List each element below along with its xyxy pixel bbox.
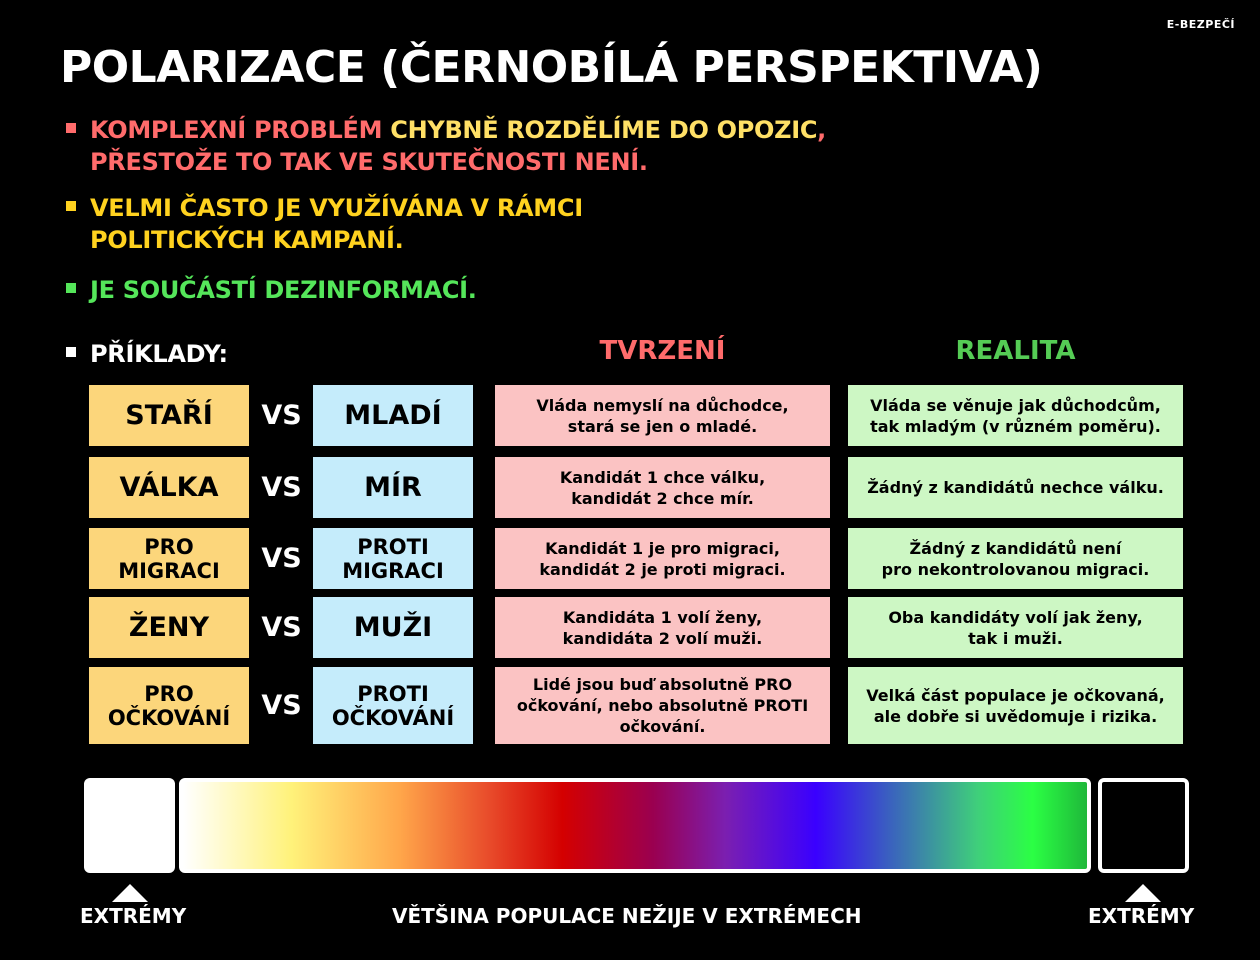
bullet-square-icon bbox=[66, 123, 76, 133]
extreme-white-box bbox=[84, 778, 175, 873]
vs-label: VS bbox=[261, 612, 302, 643]
left-option: ŽENY bbox=[89, 597, 249, 658]
bullet-line: PŘÍKLADY: bbox=[90, 340, 228, 368]
brand-label: E-BEZPEČÍ bbox=[1166, 18, 1235, 31]
triangle-up-icon bbox=[1125, 884, 1161, 902]
header-claim: TVRZENÍ bbox=[599, 336, 726, 366]
bullet-examples bbox=[90, 338, 228, 370]
example-row bbox=[0, 385, 1260, 446]
bullet-campaigns bbox=[90, 192, 583, 256]
majority-label: VĚTŠINA POPULACE NEŽIJE V EXTRÉMECH bbox=[392, 904, 862, 928]
claim-text: Kandidát 1 chce válku, kandidát 2 chce mír. bbox=[495, 457, 830, 518]
reality-text: Vláda se věnuje jak důchodcům, tak mladým (v různém poměru). bbox=[848, 385, 1183, 446]
vs-label: VS bbox=[261, 472, 302, 503]
right-option: MLADÍ bbox=[313, 385, 473, 446]
reality-text: Žádný z kandidátů nechce válku. bbox=[848, 457, 1183, 518]
claim-text: Vláda nemyslí na důchodce, stará se jen o mladé. bbox=[495, 385, 830, 446]
bullet-complex-problem bbox=[90, 114, 826, 178]
bullet-square-icon bbox=[66, 283, 76, 293]
left-option: STAŘÍ bbox=[89, 385, 249, 446]
bullet-disinformation bbox=[90, 274, 477, 306]
right-option: MÍR bbox=[313, 457, 473, 518]
vs-label: VS bbox=[261, 690, 302, 721]
right-option: PROTI MIGRACI bbox=[313, 528, 473, 589]
triangle-up-icon bbox=[112, 884, 148, 902]
vs-label: VS bbox=[261, 543, 302, 574]
left-option: PRO MIGRACI bbox=[89, 528, 249, 589]
bullet-line: JE SOUČÁSTÍ DEZINFORMACÍ. bbox=[90, 276, 477, 304]
extremes-label-right: EXTRÉMY bbox=[1088, 904, 1195, 928]
example-row bbox=[0, 597, 1260, 658]
bullet-line: VELMI ČASTO JE VYUŽÍVÁNA V RÁMCI bbox=[90, 194, 583, 222]
left-option: VÁLKA bbox=[89, 457, 249, 518]
bullet-line-2: POLITICKÝCH KAMPANÍ. bbox=[90, 226, 404, 254]
right-option: PROTI OČKOVÁNÍ bbox=[313, 667, 473, 744]
example-row bbox=[0, 528, 1260, 589]
bullet-square-icon bbox=[66, 347, 76, 357]
bullet-text-red: KOMPLEXNÍ PROBLÉM bbox=[90, 116, 383, 144]
spectrum-gradient bbox=[179, 778, 1091, 873]
bullet-text-yellow: CHYBNĚ ROZDĚLÍME DO OPOZIC bbox=[390, 116, 818, 144]
bullet-line bbox=[90, 114, 826, 146]
reality-text: Oba kandidáty volí jak ženy, tak i muži. bbox=[848, 597, 1183, 658]
example-row bbox=[0, 457, 1260, 518]
page-title: POLARIZACE (ČERNOBÍLÁ PERSPEKTIVA) bbox=[60, 42, 1043, 93]
example-row bbox=[0, 667, 1260, 744]
reality-text: Velká část populace je očkovaná, ale dobře si uvědomuje i rizika. bbox=[848, 667, 1183, 744]
right-option: MUŽI bbox=[313, 597, 473, 658]
bullet-comma: , bbox=[817, 116, 826, 144]
bullet-square-icon bbox=[66, 201, 76, 211]
header-reality: REALITA bbox=[955, 336, 1076, 366]
left-option: PRO OČKOVÁNÍ bbox=[89, 667, 249, 744]
vs-label: VS bbox=[261, 400, 302, 431]
bullet-line-2: PŘESTOŽE TO TAK VE SKUTEČNOSTI NENÍ. bbox=[90, 148, 648, 176]
claim-text: Kandidát 1 je pro migraci, kandidát 2 je proti migraci. bbox=[495, 528, 830, 589]
extreme-black-box bbox=[1098, 778, 1189, 873]
claim-text: Lidé jsou buď absolutně PRO očkování, nebo absolutně PROTI očkování. bbox=[495, 667, 830, 744]
claim-text: Kandidáta 1 volí ženy, kandidáta 2 volí muži. bbox=[495, 597, 830, 658]
reality-text: Žádný z kandidátů není pro nekontrolovanou migraci. bbox=[848, 528, 1183, 589]
extremes-label-left: EXTRÉMY bbox=[80, 904, 187, 928]
